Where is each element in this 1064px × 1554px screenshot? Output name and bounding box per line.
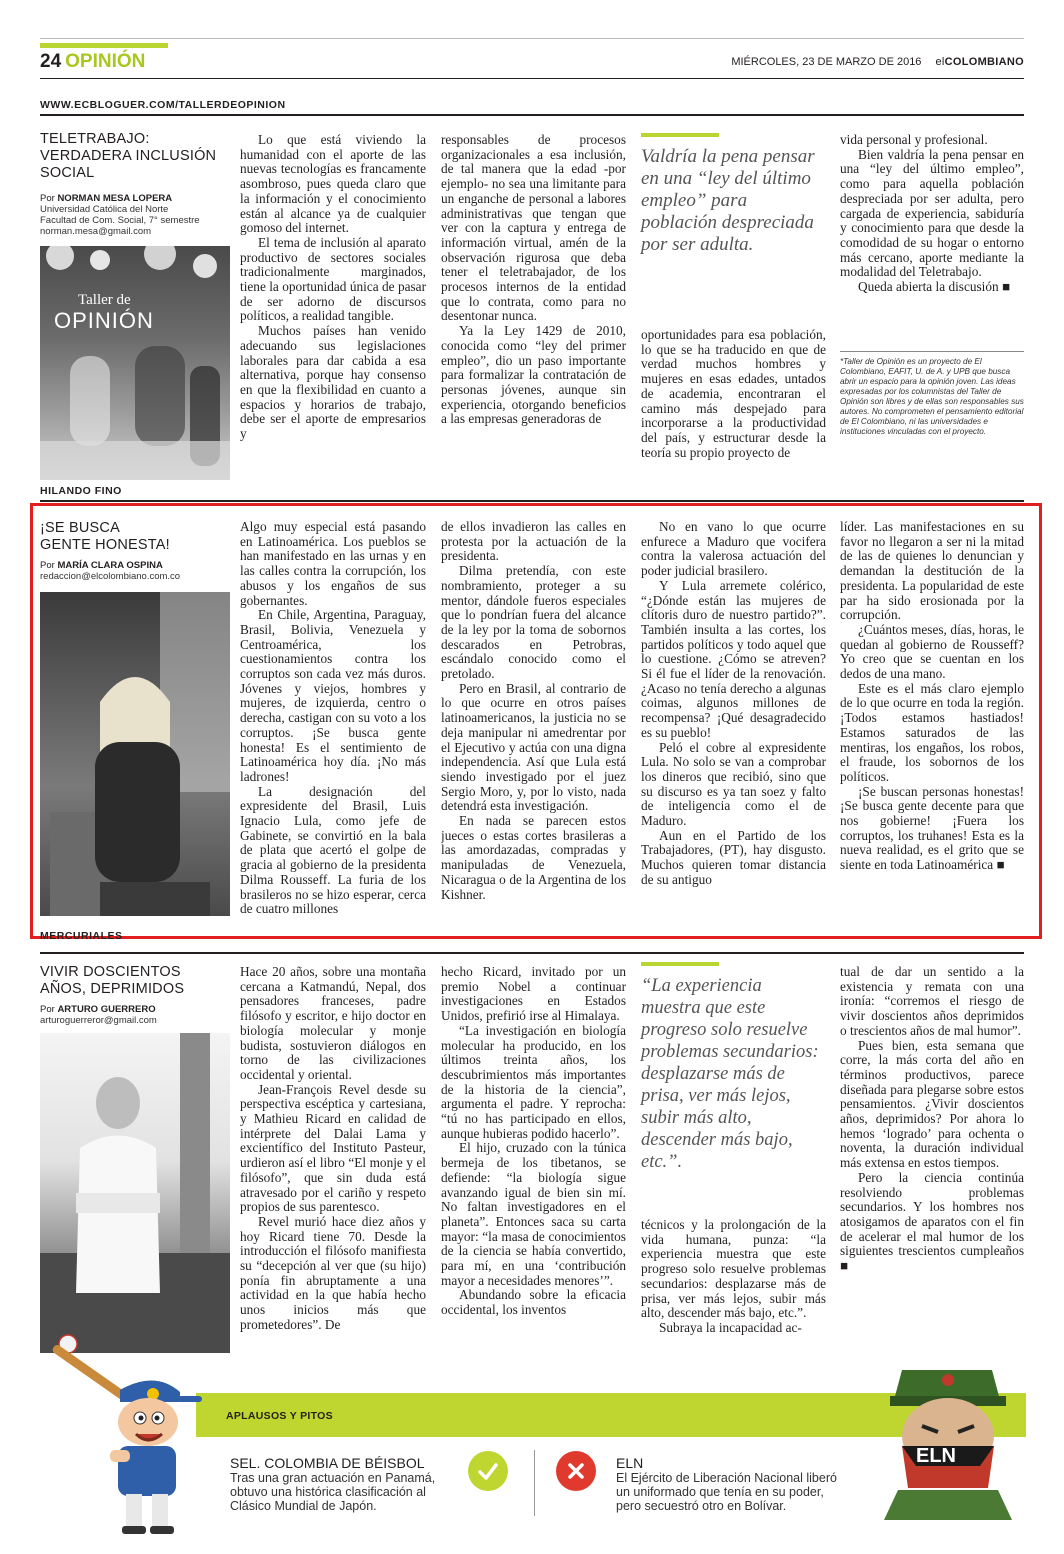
baseball-player-illustration xyxy=(40,1330,210,1540)
taller-image-label-1: Taller de xyxy=(78,292,131,308)
whistle-text: El Ejército de Liberación Nacional liberó un uniformado que tenía en su poder, pero secuestró otro en Bolívar. xyxy=(616,1471,837,1513)
brand-logo: elCOLOMBIANO xyxy=(935,56,1024,68)
page-number: 24 xyxy=(40,51,62,72)
taller-opinion-image xyxy=(40,246,230,480)
taller-byline: Por NORMAN MESA LOPERA Universidad Católica del Norte Facultad de Com. Social, 7° semestre norman.mesa@gmail.com xyxy=(40,193,200,237)
hilando-headline: ¡SE BUSCA GENTE HONESTA! xyxy=(40,520,170,553)
taller-rule xyxy=(40,114,1024,116)
mercuriales-col-4: tual de dar un sentido a la existencia y remata con una ironía: “corremos el riesgo de vivir doscientos años deprimidos o trescientos años de mal humor”. Pues bien, esta semana que corre, la más corta del año en términos productivos, parece diseñada para plegarse sobre estos pensamientos. ¿Vivir doscientos años, deprimidos? Por ahora lo hemos ‘logrado’ para ochenta o noventa, la duración individual más extensa en estos tiempos. Pero la ciencia continúa resolviendo problemas secundarios. Y los hombres nos atosigamos de aparatos con el fin de acelerar el mal humor de los siguientes trescientos cumpleaños ■ xyxy=(840,965,1024,1274)
mercuriales-byline: Por ARTURO GUERRERO arturoguerreror@gmail.com xyxy=(40,1004,157,1026)
taller-col-1: Lo que está viviendo la humanidad con el aporte de las nuevas tecnologías es francamente asombroso, pues queda claro que la información y el conocimiento están al alcance ya de cualquier gomoso del internet. El tema de inclusión al aparato productivo de sectores sociales tradicionalmente marginados, tiene la oportunidad única de pasar de ser adorno de discursos políticos, a realidad tangible. Muchos países han venido adecuando sus legislaciones laborales para dar cabida a esa alternativa, porque hay consenso en que la flexibilidad en cuanto a espacios y horarios de trabajo, debe ser el aporte de empresarios y xyxy=(240,133,426,442)
aplausos-divider xyxy=(534,1450,535,1516)
hilando-col-2: de ellos invadieron las calles en protesta por la actuación de la presidenta. Dilma pretendía, con este nombramiento, proteger a su mentor, dándole fueros especiales que lo pondrían fuera del alcance de la ley por la toma de sobornos descarados en Petrobras, escándalo conocido como el pretolado. Pero en Brasil, al contrario de lo que ocurre en otros países latinoamericanos, la justicia no se deja manipular ni amedrentar por el Ejecutivo y actúa con una digna independencia. Así que Lula está siendo investigado por el juez Sergio Moro, y, por lo visto, nada detendrá esta investigación. En nada se parecen estos jueces o estas cortes brasileras a las amordazadas, compradas y manipuladas de Venezuela, Nicaragua o de la Argentina de los Kishner. xyxy=(441,520,626,902)
hilando-byline: Por MARÍA CLARA OSPINA redaccion@elcolombiano.com.co xyxy=(40,560,181,582)
check-icon xyxy=(468,1451,508,1491)
section-name: OPINIÓN xyxy=(65,51,146,72)
applause-item xyxy=(230,1455,450,1513)
eln-bandana-text: ELN xyxy=(916,1445,956,1467)
taller-headline: TELETRABAJO: VERDADERA INCLUSIÓN SOCIAL xyxy=(40,131,217,181)
date: MIÉRCOLES, 23 DE MARZO DE 2016 xyxy=(731,56,922,68)
hilando-col-1: Algo muy especial está pasando en Latinoamérica. Los pueblos se han manifestado en las urnas y en las calles contra la corrupción, los abusos y los engaños de sus gobernantes. En Chile, Argentina, Paraguay, Brasil, Bolivia, Venezuela y Centroamérica, los cuestionamientos contra los corruptos son cada vez más duros. Jóvenes y viejos, hombres y mujeres, de izquierda, centro o derecha, castigan con su voto a los corruptos. ¡Se busca gente honesta! Es el sentimiento de Latinoamérica hoy día. ¡No más ladrones! La designación del expresidente del Brasil, Luis Ignacio Lula, como jefe de Gabinete, se convirtió en la bala de plata que acertó el golpe de gracia al gobierno de la presidenta Dilma Rousseff. La furia de los brasileros no se hizo esperar, cerca de cuatro millones xyxy=(240,520,426,917)
mercuriales-headline: VIVIR DOSCIENTOS AÑOS, DEPRIMIDOS xyxy=(40,964,185,997)
taller-disclaimer: *Taller de Opinión es un proyecto de El Colombiano, EAFIT, U. de A. y UPB que busca abrir un espacio para la opinión joven. Las ideas expresadas por los columnistas del Taller de Opinión son libres y de ellas son responsables sus autores. No comprometen el pensamiento editorial de El Colombiano, ni las universidades e instituciones vinculadas con el proyecto. xyxy=(840,357,1024,436)
whistle-head: ELN xyxy=(616,1455,644,1471)
note-divider xyxy=(840,351,1024,352)
mercuriales-pull-quote: “La experiencia muestra que este progreso solo resuelve problemas secundarios: desplazarse más de prisa, ver más lejos, subir más alto, descender más bajo, etc.”. xyxy=(641,976,819,1172)
aplausos-title: APLAUSOS Y PITOS xyxy=(226,1410,333,1422)
mercuriales-col-1: Hace 20 años, sobre una montaña cercana a Katmandú, Nepal, dos pensadores franceses, padre filósofo y escritor, e hijo doctor en biología molecular y monje budista, sostuvieron diálogos en torno de las civilizaciones occidental y oriental. Jean-François Revel desde su perspectiva escéptica y cartesiana, y Mathieu Ricard en calidad de intérprete del Dalai Lama y excientífico del Instituto Pasteur, urdieron así el libro “El monje y el filósofo”, que sin duda está atravesado por el cariño y respeto propios de sus parentesco. Revel murió hace diez años y hoy Ricard tiene 70. Desde la introducción el filósofo manifiesta su “decepción al ver que (su hijo) ponía fin abruptamente a una actividad en la que había hecho unos inicios más que prometedores”. De xyxy=(240,965,426,1332)
section-accent-bar xyxy=(40,43,168,48)
author-photo-arturo-guerrero xyxy=(40,1033,230,1353)
author-photo-maria-clara-ospina xyxy=(40,592,230,916)
author-photo-art xyxy=(40,592,230,916)
taller-col-4: vida personal y profesional. Bien valdría la pena pensar en una “ley del último empleo”, como para aquella población despreciada por ser adulta, pero cargada de experiencia, sabiduría y conocimiento para que desde la comodidad de su hogar o entorno más cercano, aporte mediante la modalidad del Teletrabajo. Queda abierta la discusión ■ xyxy=(840,133,1024,295)
mercuriales-col-2: hecho Ricard, invitado por un premio Nobel a continuar investigaciones en Estados Unidos, prefirió irse al Himalaya. “La investigación en biología molecular ha producido, en los últimos treinta años, los descubrimientos más importantes de la historia de la ciencia”, argumenta el padre. Y reprocha: “tú no has participado en ellos, aunque hubieras podido hacerlo”. El hijo, cruzado con la túnica bermeja de los tibetanos, se defiende: “la biología sigue avanzando igual de bien sin mí. No faltan investigadores en el planeta”. Entonces saca su carta mayor: “la masa de conocimientos de la ciencia se había convertido, para mí, en una ‘contribución mayor a necesidades menores’”. Abundando sobre la eficacia occidental, los inventos xyxy=(441,965,626,1318)
taller-kicker[interactable]: WWW.ECBLOGUER.COM/TALLERDEOPINION xyxy=(40,99,286,111)
taller-image-art xyxy=(40,246,230,480)
top-rule xyxy=(40,38,1024,39)
taller-col-2: responsables de procesos organizacionales a esa inclusión, de tal manera que la edad -por ejemplo- no sea una limitante para un enganche de personal a labores administrativas que tengan que ver con la captura y entrega de información virtual, amén de la observación rigurosa que deba tener el teletrabajador, de los procesos internos de la entidad que lo contrata, como para no desentonar nunca. Ya la Ley 1429 de 2010, conocida como “ley del primer empleo”, dio un paso importante para formalizar la contratación de personas jóvenes, aunque sin experiencia, otorgando beneficios a las empresas generadoras de xyxy=(441,133,626,427)
mercuriales-kicker: MERCURIALES xyxy=(40,930,123,942)
hilando-kicker: HILANDO FINO xyxy=(40,485,122,497)
mercuriales-rule xyxy=(40,952,1024,954)
dateline xyxy=(731,56,1024,68)
taller-col-3: oportunidades para esa población, lo que se ha traducido en que de verdad muchos hombres y mujeres en esas edades, untados de academia, encontraran el camino más despejado para incorporarse a la productividad del país, y estructurar desde la teoría su propio proyecto de xyxy=(641,328,826,460)
applause-head: SEL. COLOMBIA DE BÉISBOL xyxy=(230,1455,425,1471)
hilando-col-4: líder. Las manifestaciones en su favor no llegaron a ser ni la mitad de las de quienes lo denuncian y demandan la destitución de la presidenta. La popularidad de este par ha sido erosionada por la corrupción. ¿Cuántos meses, días, horas, le quedan al gobierno de Rousseff? Yo creo que se cuentan en los dedos de una mano. Este es el más claro ejemplo de lo que ocurre en toda la región. ¡Todos estamos hastiados! Estamos saturados de las mentiras, los engaños, los robos, el fraude, los sobornos de los políticos. ¡Se buscan personas honestas! ¡Se busca gente decente para que nos gobierne! ¡Fuera los corruptos, los truhanes! Esta es la nueva realidad, es el grito que se siente en toda Latinoamérica ■ xyxy=(840,520,1024,873)
applause-text: Tras una gran actuación en Panamá, obtuvo una histórica clasificación al Clásico Mundial de Japón. xyxy=(230,1471,436,1513)
page-header xyxy=(40,51,145,73)
taller-quote-bar xyxy=(641,133,719,137)
hilando-rule xyxy=(40,500,1024,502)
header-divider xyxy=(40,78,1024,79)
mercuriales-quote-bar xyxy=(641,962,719,966)
taller-image-label-2: OPINIÓN xyxy=(54,308,154,333)
eln-guerrilla-illustration xyxy=(862,1340,1034,1520)
hilando-col-3: No en vano lo que ocurre enfurece a Maduro que vocifera contra la valerosa actuación del poder judicial brasilero. Y Lula arremete colérico, “¿Dónde están las mujeres de clítoris duro de nuestro partido?”. También insulta a las cortes, los partidos políticos y todo aquel que lo cuestione. ¿Cómo se atreven? Si él fue el líder de la renovación. ¿Acaso no tenía derecho a algunas coimas, algunos millones de recompensa? ¡Qué desagradecido es su pueblo! Peló el cobre al expresidente Lula. No solo se van a comprobar los dineros que recibió, sino que su discurso es ya tan soez y falto de inteligencia como el de Maduro. Aun en el Partido de los Trabajadores, (PT), hay disgusto. Muchos quieren tomar distancia de su antiguo xyxy=(641,520,826,887)
taller-pull-quote: Valdría la pena pensar en una “ley del último empleo” para población despreciada por ser adulta. xyxy=(641,146,815,255)
author-photo-art-2 xyxy=(40,1033,230,1353)
x-icon xyxy=(556,1451,596,1491)
mercuriales-col-3: técnicos y la prolongación de la vida humana, punza: “la experiencia muestra que este progreso solo resuelve problemas secundarios: desplazarse más de prisa, ver más lejos, subir más alto, descender más bajo, etc.”. Subraya la incapacidad ac- xyxy=(641,1218,826,1335)
whistle-item xyxy=(616,1455,841,1513)
